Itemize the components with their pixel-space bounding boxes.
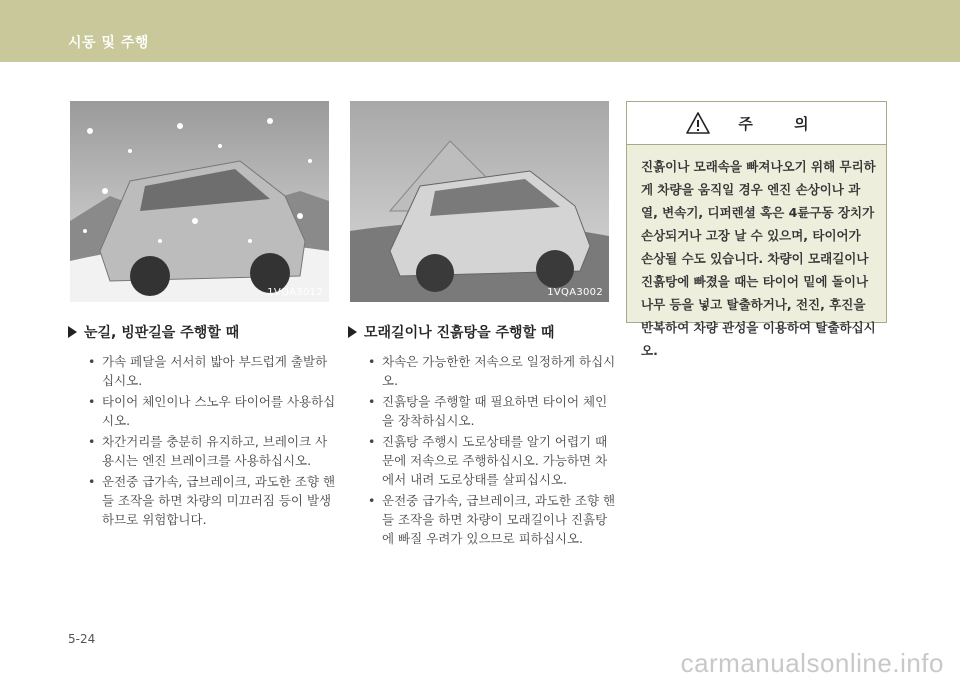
arrow-right-icon xyxy=(348,326,357,338)
list-item: • 운전중 급가속, 급브레이크, 과도한 조향 핸들 조작을 하면 차량이 모래길이나 진흙탕에 빠질 우려가 있으므로 피하십시오. xyxy=(368,491,618,548)
snow-driving-section xyxy=(68,322,338,531)
section-heading xyxy=(348,322,618,342)
caution-text: 진흙이나 모래속을 빠져나오기 위해 무리하게 차량을 움직일 경우 엔진 손상이나 과열, 변속기, 디퍼렌셜 혹은 4륜구동 장치가 손상되거나 고장 날 수 있으며, 타이어가 손상될 수도 있습니다. 차량이 모래길이나 진흙탕에 빠졌을 때는 타이어 밑에 돌이나 나무 등을 넣고 탈출하거나, 전진, 후진을 반복하여 차량 관성을 이용하여 탈출하십시오. xyxy=(641,159,876,358)
caution-box xyxy=(626,101,887,358)
page-number: 5-24 xyxy=(68,632,96,646)
bullet-list xyxy=(348,352,618,548)
warning-triangle-icon xyxy=(686,112,710,134)
list-item: • 진흙탕을 주행할 때 필요하면 타이어 체인을 장착하십시오. xyxy=(368,392,618,430)
header-bar xyxy=(0,0,960,62)
caution-title: 주 의 xyxy=(738,114,827,133)
section-heading xyxy=(68,322,338,342)
list-item: • 운전중 급가속, 급브레이크, 과도한 조향 핸들 조작을 하면 차량의 미끄러짐 등이 발생하므로 위험합니다. xyxy=(88,472,338,529)
bullet-list xyxy=(68,352,338,529)
list-item: • 타이어 체인이나 스노우 타이어를 사용하십시오. xyxy=(88,392,338,430)
mud-car-image xyxy=(350,101,609,302)
caution-header xyxy=(627,102,886,145)
mud-driving-section xyxy=(348,322,618,550)
heading-text: 눈길, 빙판길을 주행할 때 xyxy=(84,325,240,341)
mud-driving-illustration xyxy=(350,101,609,302)
list-item: • 가속 페달을 서서히 밟아 부드럽게 출발하십시오. xyxy=(88,352,338,390)
watermark: carmanualsonline.info xyxy=(680,648,944,678)
list-item: • 차간거리를 충분히 유지하고, 브레이크 사용시는 엔진 브레이크를 사용하십시오. xyxy=(88,432,338,470)
list-item: • 진흙탕 주행시 도로상태를 알기 어렵기 때문에 저속으로 주행하십시오. 가능하면 차에서 내려 도로상태를 살피십시오. xyxy=(368,432,618,489)
heading-text: 모래길이나 진흙탕을 주행할 때 xyxy=(364,325,555,341)
arrow-right-icon xyxy=(68,326,77,338)
image-code: 1VQA3012 xyxy=(267,287,323,298)
image-code: 1VQA3002 xyxy=(547,287,603,298)
snow-driving-illustration xyxy=(70,101,329,302)
section-title: 시동 및 주행 xyxy=(68,35,149,51)
snow-car-image xyxy=(70,101,329,302)
list-item: • 차속은 가능한한 저속으로 일정하게 하십시오. xyxy=(368,352,618,390)
